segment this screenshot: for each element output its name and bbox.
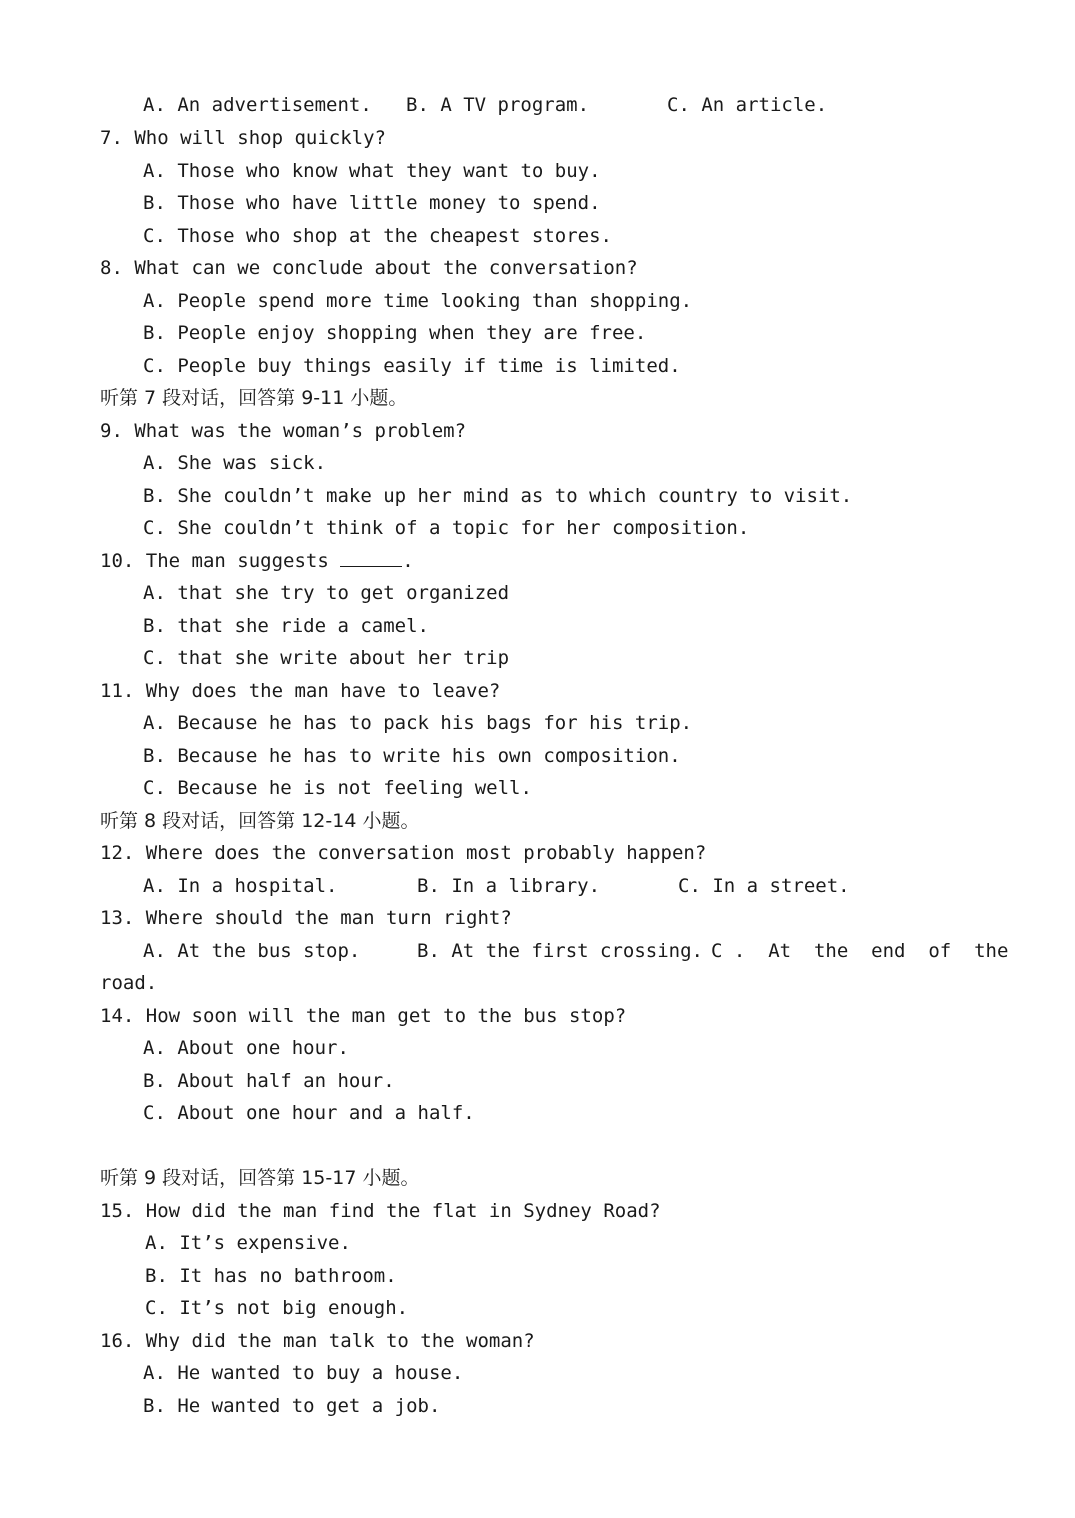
option-c: C. She couldn’t think of a topic for her composition. (143, 517, 750, 539)
option-c: C. Because he is not feeling well. (143, 777, 532, 799)
option-c: C. that she write about her trip (143, 647, 510, 669)
question-9: 9. What was the woman’s problem? (100, 420, 467, 442)
question-10 (100, 549, 414, 573)
option-a: A. In a hospital. (143, 875, 338, 897)
question-15: 15. How did the man find the flat in Sydney Road? (100, 1200, 661, 1222)
option-a: A. Because he has to pack his bags for his trip. (143, 712, 693, 734)
section-heading-9: 听第 9 段对话，回答第 15-17 小题。 (100, 1167, 420, 1189)
option-a: A. An advertisement. (143, 94, 372, 116)
section-heading-7: 听第 7 段对话，回答第 9-11 小题。 (100, 387, 408, 409)
option-b: B. About half an hour. (143, 1070, 395, 1092)
question-7: 7. Who will shop quickly? (100, 127, 386, 149)
option-c-continued: road. (100, 972, 158, 994)
question-10-end: . (402, 550, 414, 572)
option-c: C. About one hour and a half. (143, 1102, 475, 1124)
question-10-stem: 10. The man suggests (100, 550, 341, 572)
question-12: 12. Where does the conversation most probably happen? (100, 842, 707, 864)
section-heading-8: 听第 8 段对话，回答第 12-14 小题。 (100, 810, 420, 832)
question-16: 16. Why did the man talk to the woman? (100, 1330, 535, 1352)
option-b: B. Those who have little money to spend. (143, 192, 601, 214)
option-c: C. In a street. (678, 875, 850, 897)
option-b: B. A TV program. (406, 94, 590, 116)
question-11: 11. Why does the man have to leave? (100, 680, 501, 702)
option-a: A. It’s expensive. (145, 1232, 351, 1254)
option-b: B. At the first crossing. (417, 940, 703, 962)
option-c: C. People buy things easily if time is limited. (143, 355, 681, 377)
option-b: B. He wanted to get a job. (143, 1395, 441, 1417)
option-a: A. About one hour. (143, 1037, 349, 1059)
option-a: A. that she try to get organized (143, 582, 510, 604)
answer-blank (340, 549, 402, 567)
option-a: A. She was sick. (143, 452, 327, 474)
question-13: 13. Where should the man turn right? (100, 907, 512, 929)
option-b: B. Because he has to write his own composition. (143, 745, 681, 767)
option-a: A. At the bus stop. (143, 940, 361, 962)
option-c: C. It’s not big enough. (145, 1297, 409, 1319)
option-b: B. People enjoy shopping when they are free. (143, 322, 647, 344)
question-14: 14. How soon will the man get to the bus stop? (100, 1005, 627, 1027)
option-b: B. In a library. (417, 875, 601, 897)
option-b: B. She couldn’t make up her mind as to which country to visit. (143, 485, 853, 507)
option-a: A. He wanted to buy a house. (143, 1362, 464, 1384)
option-a: A. People spend more time looking than shopping. (143, 290, 693, 312)
option-c: C. Those who shop at the cheapest stores. (143, 225, 612, 247)
option-c: C. An article. (667, 94, 828, 116)
question-8: 8. What can we conclude about the conversation? (100, 257, 638, 279)
option-a: A. Those who know what they want to buy. (143, 160, 601, 182)
option-b: B. It has no bathroom. (145, 1265, 397, 1287)
option-b: B. that she ride a camel. (143, 615, 429, 637)
option-c: C . At the end of the (711, 940, 1009, 962)
